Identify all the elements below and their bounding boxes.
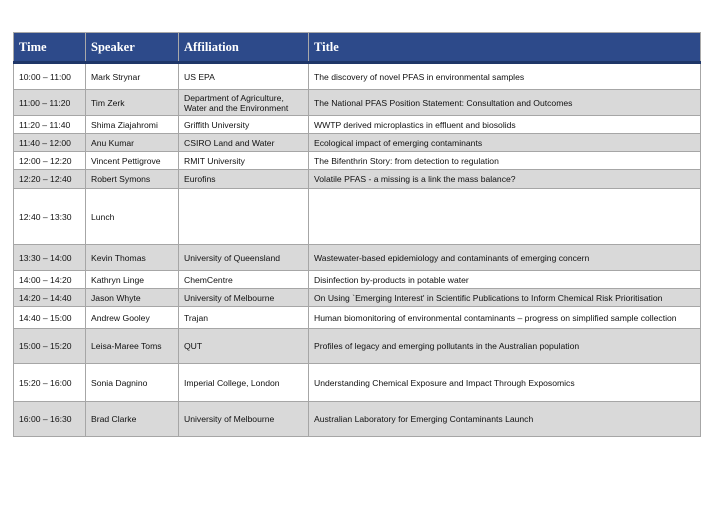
header-affiliation: Affiliation: [179, 33, 309, 63]
cell-affiliation: Department of Agriculture, Water and the Environment: [179, 90, 309, 116]
cell-time: 15:20 – 16:00: [14, 364, 86, 402]
cell-speaker: Tim Zerk: [86, 90, 179, 116]
cell-time: 14:00 – 14:20: [14, 271, 86, 289]
cell-title: Australian Laboratory for Emerging Contaminants Launch: [309, 402, 701, 437]
cell-time: 12:40 – 13:30: [14, 189, 86, 245]
cell-title: [309, 189, 701, 245]
cell-affiliation: Eurofins: [179, 170, 309, 189]
schedule-page: [13, 32, 700, 437]
cell-title: The discovery of novel PFAS in environmental samples: [309, 63, 701, 90]
schedule-body: [14, 63, 701, 437]
schedule-header: [14, 33, 701, 63]
schedule-table: [13, 32, 701, 437]
table-row: [14, 116, 701, 134]
table-row: [14, 307, 701, 329]
table-row: [14, 90, 701, 116]
cell-time: 12:00 – 12:20: [14, 152, 86, 170]
cell-speaker: Kathryn Linge: [86, 271, 179, 289]
cell-affiliation: Trajan: [179, 307, 309, 329]
cell-affiliation: US EPA: [179, 63, 309, 90]
cell-speaker: Leisa-Maree Toms: [86, 329, 179, 364]
cell-affiliation: QUT: [179, 329, 309, 364]
cell-speaker: Lunch: [86, 189, 179, 245]
cell-time: 14:40 – 15:00: [14, 307, 86, 329]
cell-time: 11:00 – 11:20: [14, 90, 86, 116]
cell-affiliation: Griffith University: [179, 116, 309, 134]
cell-affiliation: Imperial College, London: [179, 364, 309, 402]
cell-affiliation: [179, 189, 309, 245]
cell-affiliation: University of Queensland: [179, 245, 309, 271]
cell-title: The National PFAS Position Statement: Consultation and Outcomes: [309, 90, 701, 116]
table-row: [14, 402, 701, 437]
table-row: [14, 152, 701, 170]
cell-affiliation: ChemCentre: [179, 271, 309, 289]
cell-time: 13:30 – 14:00: [14, 245, 86, 271]
table-row: [14, 364, 701, 402]
cell-title: The Bifenthrin Story: from detection to regulation: [309, 152, 701, 170]
table-row: [14, 189, 701, 245]
cell-affiliation: CSIRO Land and Water: [179, 134, 309, 152]
cell-title: Human biomonitoring of environmental contaminants – progress on simplified sample collection: [309, 307, 701, 329]
cell-title: Disinfection by-products in potable water: [309, 271, 701, 289]
cell-speaker: Mark Strynar: [86, 63, 179, 90]
cell-title: Profiles of legacy and emerging pollutants in the Australian population: [309, 329, 701, 364]
table-row: [14, 271, 701, 289]
table-row: [14, 245, 701, 271]
table-row: [14, 289, 701, 307]
header-row: [14, 33, 701, 63]
cell-time: 15:00 – 15:20: [14, 329, 86, 364]
cell-affiliation: RMIT University: [179, 152, 309, 170]
cell-speaker: Jason Whyte: [86, 289, 179, 307]
header-title: Title: [309, 33, 701, 63]
table-row: [14, 134, 701, 152]
cell-title: Volatile PFAS - a missing is a link the mass balance?: [309, 170, 701, 189]
cell-time: 16:00 – 16:30: [14, 402, 86, 437]
cell-speaker: Vincent Pettigrove: [86, 152, 179, 170]
cell-affiliation: University of Melbourne: [179, 402, 309, 437]
table-row: [14, 329, 701, 364]
cell-title: Wastewater-based epidemiology and contaminants of emerging concern: [309, 245, 701, 271]
table-row: [14, 63, 701, 90]
cell-speaker: Robert Symons: [86, 170, 179, 189]
cell-time: 12:20 – 12:40: [14, 170, 86, 189]
cell-speaker: Anu Kumar: [86, 134, 179, 152]
cell-time: 10:00 – 11:00: [14, 63, 86, 90]
cell-title: On Using `Emerging Interest' in Scientific Publications to Inform Chemical Risk Prioritisation: [309, 289, 701, 307]
cell-title: WWTP derived microplastics in effluent and biosolids: [309, 116, 701, 134]
cell-time: 11:40 – 12:00: [14, 134, 86, 152]
cell-affiliation: University of Melbourne: [179, 289, 309, 307]
header-speaker: Speaker: [86, 33, 179, 63]
cell-speaker: Shima Ziajahromi: [86, 116, 179, 134]
cell-speaker: Sonia Dagnino: [86, 364, 179, 402]
cell-title: Ecological impact of emerging contaminants: [309, 134, 701, 152]
cell-speaker: Brad Clarke: [86, 402, 179, 437]
cell-time: 14:20 – 14:40: [14, 289, 86, 307]
cell-title: Understanding Chemical Exposure and Impact Through Exposomics: [309, 364, 701, 402]
cell-speaker: Kevin Thomas: [86, 245, 179, 271]
cell-time: 11:20 – 11:40: [14, 116, 86, 134]
cell-speaker: Andrew Gooley: [86, 307, 179, 329]
header-time: Time: [14, 33, 86, 63]
table-row: [14, 170, 701, 189]
